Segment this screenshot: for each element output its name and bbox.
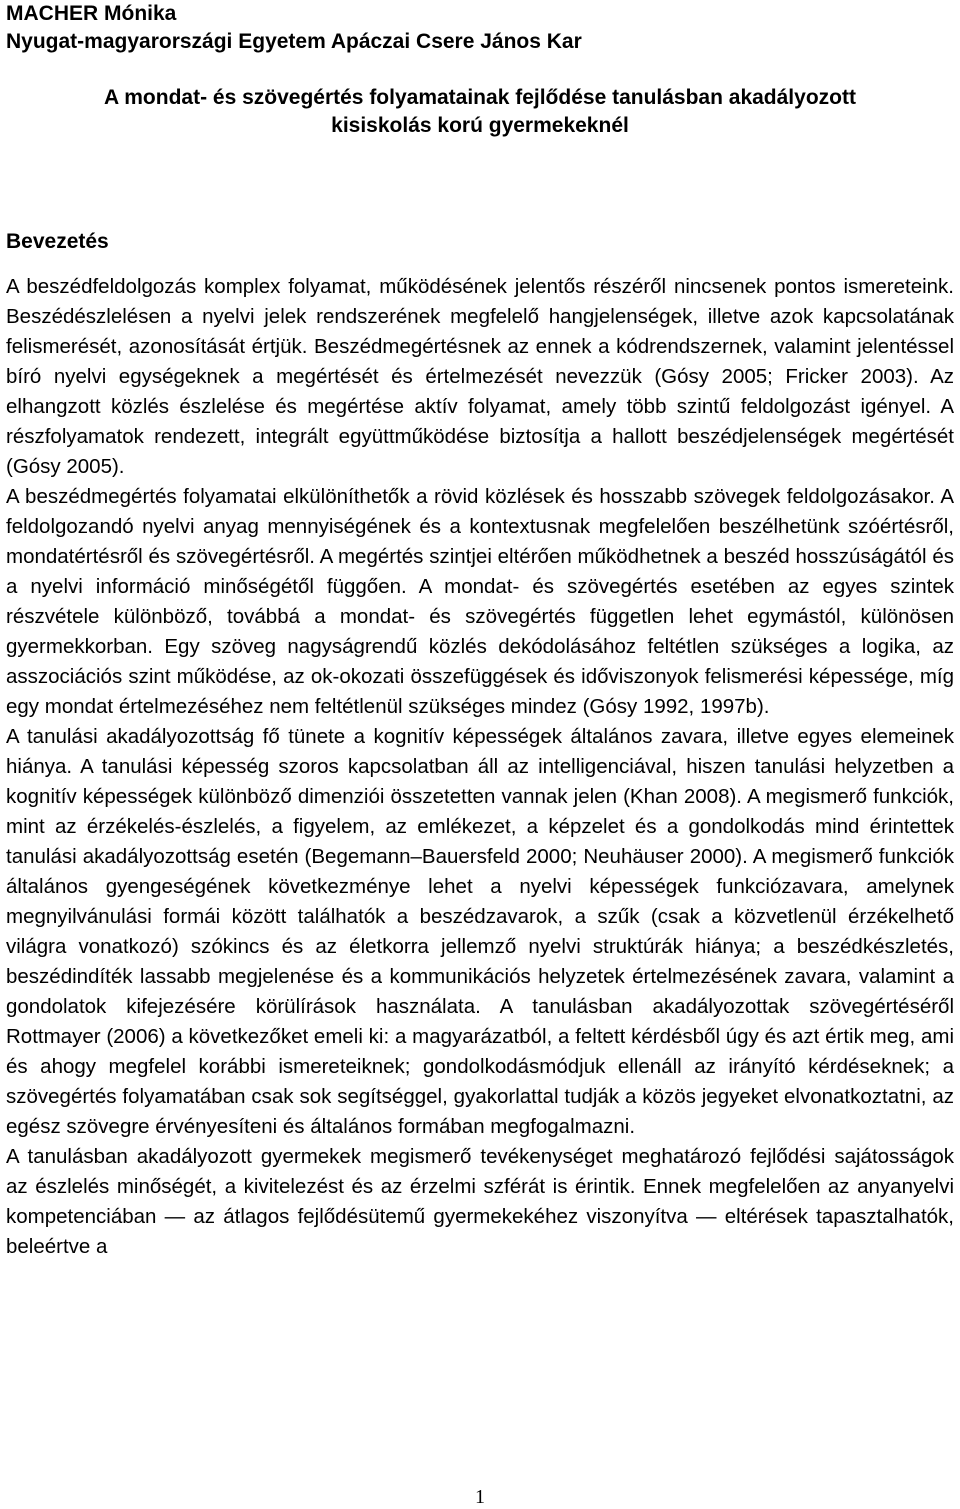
- body-text: [6, 272, 954, 1262]
- section-heading: Bevezetés: [6, 230, 109, 253]
- author-name: MACHER Mónika: [6, 2, 177, 25]
- document-page: [6, 0, 954, 1262]
- paragraph: A tanulási akadályozottság fő tünete a kognitív képességek általános zavara, illetve egyes elemeinek hiánya. A tanulási képesség szoros kapcsolatban áll az intelligenciával, hiszen tanulási helyzetben a kognitív képességek különböző dimenziói összetetten vannak jelen (Khan 2008). A megismerő funkciók, mint az érzékelés-észlelés, a figyelem, az emlékezet, a képzelet és a gondolkodás mind érintettek tanulási akadályozottság esetén (Begemann–Bauersfeld 2000; Neuhäuser 2000). A megismerő funkciók általános gyengeségének következménye lehet a nyelvi képességek funkciózavara, amelynek megnyilvánulási formái között találhatók a beszédzavarok, a szűk (csak a közvetlenül érzékelhető világra vonatkozó) szókincs és az életkorra jellemző nyelvi struktúrák hiánya; a beszédkészletés, beszédindíték lassabb megjelenése és a kommunikációs helyzetek értelmezésének zavara, valamint a gondolatok kifejezésére körülírások használata. A tanulásban akadályozottak szövegértéséről Rottmayer (2006) a következőket emeli ki: a magyarázatból, a feltett kérdésből úgy és azt értik meg, ami és ahogy megfelel korábbi ismereteiknek; gondolkodásmódjuk ellenáll az irányító kérdéseknek; a szövegértés folyamatában csak sok segítséggel, gyakorlattal tudják a közös jegyeket elvonatkoztatni, az egész szövegre érvényesíteni és általános formában megfogalmazni.: [6, 725, 954, 1138]
- paper-title-line-2: kisiskolás korú gyermekeknél: [331, 114, 629, 137]
- paragraph: A beszédmegértés folyamatai elkülöníthetők a rövid közlések és hosszabb szövegek feldolgozásakor. A feldolgozandó nyelvi anyag mennyiségének és a kontextusnak megfelelően beszélhetünk szóértésről, mondatértésről és szövegértésről. A megértés szintjei eltérően működhetnek a beszéd hosszúságától és a nyelvi információ minőségétől függően. A mondat- és szövegértés esetében az egyes szintek részvétele különböző, továbbá a mondat- és szövegértés független lehet egymástól, különösen gyermekkorban. Egy szöveg nagyságrendű közlés dekódolásához feltétlen szükséges a logika, az asszociációs szint működése, az ok-okozati összefüggések és időviszonyok felismerési képessége, míg egy mondat értelmezéséhez nem feltétlenül szükséges mindez (Gósy 1992, 1997b).: [6, 485, 954, 718]
- paragraph: A tanulásban akadályozott gyermekek megismerő tevékenységet meghatározó fejlődési sajátosságok az észlelés minőségét, a kivitelezést és az érzelmi szférát is érintik. Ennek megfelelően az anyanyelvi kompetenciában — az átlagos fejlődésütemű gyermekekéhez viszonyítva — eltérések tapasztalhatók, beleértve a: [6, 1145, 954, 1258]
- author-affiliation: Nyugat-magyarországi Egyetem Apáczai Csere János Kar: [6, 30, 582, 53]
- page-number: 1: [475, 1486, 485, 1508]
- paper-title: [6, 84, 954, 140]
- paragraph: A beszédfeldolgozás komplex folyamat, működésének jelentős részéről nincsenek pontos ismereteink. Beszédészlelésen a nyelvi jelek rendszerének megfelelő hangjelenségek, illetve azok kapcsolatának felismerését, azonosítását értjük. Beszédmegértésnek az ennek a kódrendszernek, valamint jelentéssel bíró nyelvi egységeknek a megértését és értelmezését nevezzük (Gósy 2005; Fricker 2003). Az elhangzott közlés észlelése és megértése aktív folyamat, amely több szintű feldolgozást igényel. A részfolyamatok rendezett, integrált együttműködése biztosítja a hallott beszédjelenségek megértését (Gósy 2005).: [6, 275, 954, 478]
- paper-title-line-1: A mondat- és szövegértés folyamatainak fejlődése tanulásban akadályozott: [104, 86, 856, 109]
